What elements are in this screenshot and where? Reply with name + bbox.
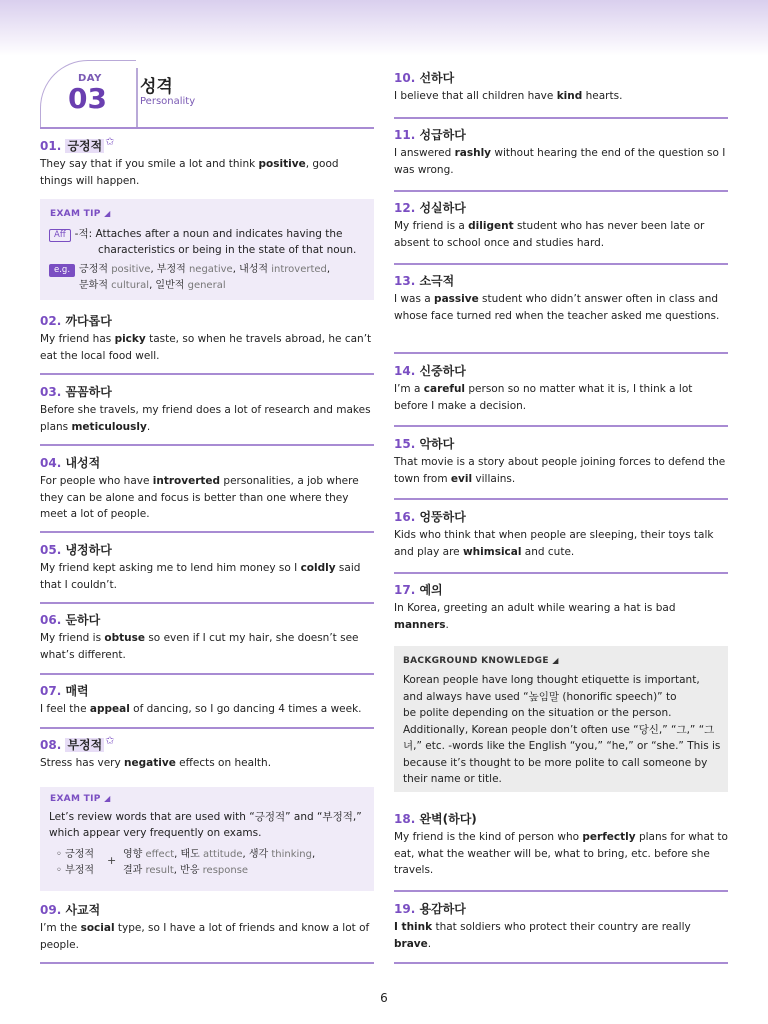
page-subtitle: Personality	[140, 96, 196, 107]
background-title: BACKGROUND KNOWLEDGE ◢	[403, 656, 559, 666]
entry-07	[40, 683, 374, 718]
entry-number: 10.	[394, 71, 416, 85]
entry-09	[40, 902, 374, 953]
entry-divider	[394, 352, 728, 354]
entry-number: 13.	[394, 274, 416, 288]
aff-text-2: characteristics or being in the state of that noun.	[98, 244, 357, 256]
bullet-positive: ◦ 긍정적	[56, 849, 95, 860]
entry-number: 05.	[40, 543, 62, 557]
background-line: their name or title.	[403, 773, 502, 785]
star-icon: ✩	[105, 135, 115, 148]
entry-word: 냉정하다	[65, 543, 112, 557]
entry-16	[394, 509, 728, 560]
entry-divider	[394, 190, 728, 192]
entry-number: 16.	[394, 510, 416, 524]
top-gradient-band	[0, 0, 768, 56]
entry-number: 07.	[40, 684, 62, 698]
entry-word: 꼼꼼하다	[65, 385, 112, 399]
entry-number: 11.	[394, 128, 416, 142]
tip-bullets	[56, 847, 94, 879]
entry-word: 선하다	[419, 71, 455, 85]
entry-example: My friend is the kind of person who perfectly plans for what to eat, what the weather will be, what to bring, etc. before she travels.	[394, 831, 728, 876]
entry-divider	[40, 444, 374, 446]
day-divider	[136, 68, 138, 128]
entry-19	[394, 901, 728, 952]
aff-text-1: -적: Attaches after a noun and indicates having the	[74, 228, 343, 240]
entry-number: 12.	[394, 201, 416, 215]
entry-divider	[394, 962, 728, 964]
entry-example: My friend is obtuse so even if I cut my hair, she doesn’t see what’s different.	[40, 632, 359, 661]
entry-13	[394, 273, 728, 324]
entry-example: I was a passive student who didn’t answer often in class and whose face turned red when the teacher asked me questions.	[394, 293, 720, 322]
entry-number: 18.	[394, 812, 416, 826]
entry-02	[40, 313, 374, 364]
day-number: 03	[68, 82, 107, 115]
entry-17	[394, 582, 728, 633]
eg-text-1: 긍정적 positive, 부정적 negative, 내성적 introverted,	[79, 264, 331, 275]
entry-18	[394, 811, 728, 879]
entry-word: 사교적	[65, 903, 101, 917]
entry-03	[40, 384, 374, 435]
entry-divider	[40, 727, 374, 729]
entry-number: 19.	[394, 902, 416, 916]
entry-divider	[394, 498, 728, 500]
entry-number: 02.	[40, 314, 62, 328]
entry-10	[394, 70, 728, 105]
aff-tag: Aff	[49, 229, 71, 242]
entry-example: I believe that all children have kind hearts.	[394, 90, 623, 102]
entry-04	[40, 455, 374, 523]
entry-11	[394, 127, 728, 178]
entry-example: I think that soldiers who protect their country are really brave.	[394, 921, 691, 950]
entry-number: 17.	[394, 583, 416, 597]
day-label: DAY	[78, 73, 102, 84]
entry-number: 15.	[394, 437, 416, 451]
entry-example: My friend kept asking me to lend him money so I coldly said that I couldn’t.	[40, 562, 361, 591]
tip-text-2: which appear very frequently on exams.	[49, 827, 262, 839]
bullet-negative: ◦ 부정적	[56, 865, 95, 876]
entry-example: Kids who think that when people are sleeping, their toys talk and play are whimsical and cute.	[394, 529, 714, 558]
plus-sign: +	[107, 854, 117, 867]
entry-divider	[40, 531, 374, 533]
entry-divider	[40, 962, 374, 964]
background-line: 녀,” etc. -words like the English “you,” “he,” or “she.” This is	[403, 740, 721, 752]
exam-tip-title: EXAM TIP ◢	[50, 209, 111, 219]
entry-example: That movie is a story about people joining forces to defend the town from evil villains.	[394, 456, 726, 485]
entry-number: 04.	[40, 456, 62, 470]
entry-word: 성급하다	[419, 128, 466, 142]
eg-text-2: 문화적 cultural, 일반적 general	[79, 280, 226, 291]
background-line: Korean people have long thought etiquette is important,	[403, 674, 700, 686]
day-header	[40, 60, 374, 128]
entry-example: I answered rashly without hearing the end of the question so I was wrong.	[394, 147, 726, 176]
entry-word: 까다롭다	[65, 314, 112, 328]
entry-word: 매력	[65, 684, 89, 698]
entry-example: I’m a careful person so no matter what it is, I think a lot before I make a decision.	[394, 383, 693, 412]
entry-example: I’m the social type, so I have a lot of friends and know a lot of people.	[40, 922, 370, 951]
eg-tag: e.g.	[49, 264, 75, 277]
entry-word: 용감하다	[419, 902, 466, 916]
entry-divider	[394, 117, 728, 119]
star-icon: ✩	[105, 734, 115, 747]
entry-word: 부정적	[67, 738, 103, 752]
background-line: be polite depending on the situation or the person.	[403, 707, 672, 719]
entry-01	[40, 135, 374, 189]
entry-divider	[394, 890, 728, 892]
background-knowledge-box	[394, 646, 728, 792]
entry-word: 소극적	[419, 274, 455, 288]
entry-06	[40, 612, 374, 663]
entry-word: 둔하다	[65, 613, 101, 627]
eg-row	[49, 262, 330, 278]
entry-example: Before she travels, my friend does a lot of research and makes plans meticulously.	[40, 404, 371, 433]
background-text	[403, 672, 725, 788]
entry-number: 08.	[40, 738, 62, 752]
entry-12	[394, 200, 728, 251]
exam-tip-box-2	[40, 787, 374, 891]
entry-example: They say that if you smile a lot and think positive, good things will happen.	[40, 158, 339, 187]
page-number: 6	[380, 991, 388, 1005]
exam-tip-title: EXAM TIP ◢	[50, 794, 111, 804]
entry-number: 14.	[394, 364, 416, 378]
entry-word: 내성적	[65, 456, 101, 470]
background-line: because it’s thought to be more polite to call someone by	[403, 756, 708, 769]
entry-divider	[40, 127, 374, 129]
entry-number: 01.	[40, 139, 62, 153]
background-line: and always have used “높임말 (honorific speech)” to	[403, 690, 677, 703]
background-line: Additionally, Korean people don’t often use “당신,” “그,” “그	[403, 723, 715, 736]
entry-divider	[394, 263, 728, 265]
entry-15	[394, 436, 728, 487]
entry-example: My friend is a diligent student who has never been late or absent to school once and studies hard.	[394, 220, 705, 249]
tip-combos	[123, 847, 315, 879]
entry-08	[40, 734, 374, 772]
entry-divider	[394, 425, 728, 427]
entry-divider	[40, 602, 374, 604]
entry-word: 성실하다	[419, 201, 466, 215]
entry-word: 엉뚱하다	[419, 510, 466, 524]
entry-14	[394, 363, 728, 414]
entry-05	[40, 542, 374, 593]
tip-text-1: Let’s review words that are used with “긍정적” and “부정적,”	[49, 811, 362, 823]
entry-divider	[394, 572, 728, 574]
entry-number: 06.	[40, 613, 62, 627]
entry-word: 긍정적	[67, 139, 103, 153]
aff-row	[49, 226, 342, 242]
combo-line-1: 영향 effect, 태도 attitude, 생각 thinking,	[123, 849, 316, 860]
entry-word: 악하다	[419, 437, 455, 451]
entry-example: I feel the appeal of dancing, so I go dancing 4 times a week.	[40, 703, 362, 715]
entry-example: For people who have introverted personalities, a job where they can be alone and focus is better than one where they meet a lot of people.	[40, 475, 359, 520]
entry-example: Stress has very negative effects on health.	[40, 757, 272, 769]
entry-word: 완벽(하다)	[419, 812, 477, 826]
entry-example: My friend has picky taste, so when he travels abroad, he can’t eat the local food well.	[40, 333, 372, 362]
entry-divider	[40, 373, 374, 375]
entry-divider	[40, 673, 374, 675]
exam-tip-box	[40, 199, 374, 300]
entry-example: In Korea, greeting an adult while wearing a hat is bad manners.	[394, 602, 676, 631]
entry-word: 신중하다	[419, 364, 466, 378]
entry-word: 예의	[419, 583, 443, 597]
page-title: 성격	[140, 77, 173, 97]
entry-number: 03.	[40, 385, 62, 399]
combo-line-2: 결과 result, 반응 response	[123, 865, 249, 876]
entry-number: 09.	[40, 903, 62, 917]
